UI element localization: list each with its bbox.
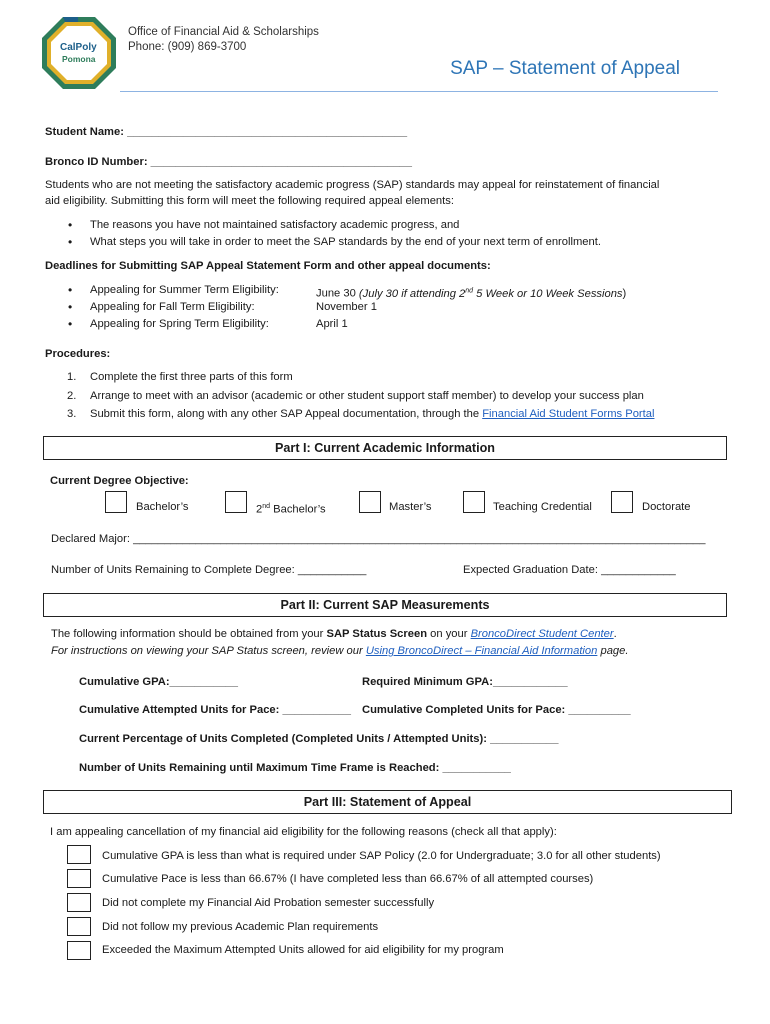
step-text: Complete the first three parts of this form [90,371,293,383]
deadline-date: June 30 [316,287,356,300]
units-until-max-field[interactable]: Number of Units Remaining until Maximum Time Frame is Reached: ___________ [79,762,511,774]
reason-academic-plan-label: Did not follow my previous Academic Plan requirements [102,921,379,933]
part-3-intro: I am appealing cancellation of my financial aid eligibility for the following reasons (check all that apply): [50,826,557,838]
deadlines-list [64,282,279,333]
list-item [64,368,654,387]
cumulative-gpa-field[interactable]: Cumulative GPA:___________ [79,676,238,688]
units-remaining-line: ___________ [297,564,367,576]
part-3-header: Part III: Statement of Appeal [43,790,732,814]
bronco-id-label: Bronco ID Number: [45,156,148,168]
deadline-note-close: ) [622,287,627,300]
list-item: • Appealing for Spring Term Eligibility: [64,316,279,333]
part-2-instructions-1 [51,626,617,642]
office-name: Office of Financial Aid & Scholarships [128,26,319,38]
deadline-note: (July 30 if attending 2 [358,287,466,300]
deadline-note-sup: nd [465,287,474,294]
logo-text-calpoly: CalPoly [60,42,97,53]
declared-major-line: ____________________________________________________________________________________________ [133,533,706,545]
instr-text: . [613,628,617,640]
step-text: Submit this form, along with any other SAP Appeal documentation, through the [90,408,483,420]
masters-checkbox[interactable] [359,491,381,513]
list-item [64,387,654,406]
degree-objective-label: Current Degree Objective: [50,475,189,487]
reason-gpa-label: Cumulative GPA is less than what is required under SAP Policy (2.0 for Undergraduate; 3.0 for all other students) [102,850,661,862]
step-text: Arrange to meet with an advisor (academic or other student support staff member) to develop your success plan [90,389,644,402]
logo-text-pomona: Pomona [62,54,96,64]
procedures-heading: Procedures: [45,348,111,360]
second-bachelors-checkbox[interactable] [225,491,247,513]
reason-gpa-checkbox[interactable] [67,845,91,864]
required-gpa-field[interactable]: Required Minimum GPA:____________ [362,676,568,688]
reason-max-units-label: Exceeded the Maximum Attempted Units allowed for aid eligibility for my program [102,944,504,956]
student-name-label: Student Name: [45,126,124,138]
cal-poly-pomona-logo [40,14,118,92]
office-phone: Phone: (909) 869-3700 [128,41,247,53]
sap-status-screen-text: SAP Status Screen [326,628,428,640]
teaching-credential-checkbox[interactable] [463,491,485,513]
intro-line-2: aid eligibility. Submitting this form will meet the following required appeal elements: [45,195,454,207]
bachelors-checkbox[interactable] [105,491,127,513]
doctorate-label: Doctorate [642,501,691,513]
part-1-header: Part I: Current Academic Information [43,436,727,460]
step-number: 1. [67,371,77,383]
deadline-note-end: 5 Week or 10 Week Sessions [473,287,623,300]
declared-major-field[interactable] [51,531,706,547]
title-divider [120,91,718,92]
doctorate-checkbox[interactable] [611,491,633,513]
bachelors-label: Bachelor’s [136,501,189,513]
intro-line-1: Students who are not meeting the satisfactory academic progress (SAP) standards may appeal for reinstatement of financial [45,179,660,191]
graduation-date-label: Expected Graduation Date: [463,564,602,576]
appeal-elements-list [64,217,601,251]
deadline-fall-date: November 1 [316,301,377,313]
second-bachelors-sup: nd [262,503,271,510]
attempted-units-field[interactable]: Cumulative Attempted Units for Pace: ___________ [79,704,351,716]
deadlines-heading: Deadlines for Submitting SAP Appeal Statement Form and other appeal documents: [45,260,491,272]
instr-text: The following information should be obtained from your [51,628,327,640]
second-bachelors-label [256,499,326,518]
logo-octagon-icon [40,14,118,92]
reason-max-units-checkbox[interactable] [67,941,91,960]
declared-major-label: Declared Major: [51,533,134,545]
graduation-date-line: ____________ [601,564,676,576]
page-title: SAP – Statement of Appeal [450,58,680,79]
units-remaining-field[interactable] [51,562,366,578]
reason-probation-label: Did not complete my Financial Aid Probation semester successfully [102,897,435,909]
financial-aid-info-link[interactable]: Using BroncoDirect – Financial Aid Information [365,645,598,657]
part-2-instructions-2 [51,643,628,659]
reason-pace-checkbox[interactable] [67,869,91,888]
reason-pace-label: Cumulative Pace is less than 66.67% (I have completed less than 66.67% of all attempted courses) [102,873,594,885]
graduation-date-field[interactable] [463,562,676,578]
procedures-list [64,368,654,424]
second-bachelors-text: Bachelor’s [270,503,326,516]
reason-probation-checkbox[interactable] [67,893,91,912]
percentage-completed-field[interactable]: Current Percentage of Units Completed (Completed Units / Attempted Units): ___________ [79,733,559,745]
masters-label: Master’s [389,501,432,513]
forms-portal-link[interactable]: Financial Aid Student Forms Portal [482,408,655,420]
bronco-id-field[interactable] [45,154,412,170]
student-name-line: _____________________________________________ [127,126,408,138]
instr-text: For instructions on viewing your SAP Status screen, review our [51,645,366,657]
list-item [64,405,654,424]
reason-academic-plan-checkbox[interactable] [67,917,91,936]
deadline-spring-date: April 1 [316,318,348,330]
student-name-field[interactable] [45,124,407,140]
step-number: 2. [67,389,77,402]
completed-units-field[interactable]: Cumulative Completed Units for Pace: __________ [362,704,631,716]
instr-text: page. [597,645,629,657]
list-item: • Appealing for Summer Term Eligibility: [64,282,279,299]
second-bachelors-num: 2 [256,503,263,516]
instr-text: on your [427,628,471,640]
part-2-header: Part II: Current SAP Measurements [43,593,727,617]
units-remaining-label: Number of Units Remaining to Complete Degree: [51,564,298,576]
list-item: • What steps you will take in order to meet the SAP standards by the end of your next term of enrollment. [64,234,601,251]
list-item: • Appealing for Fall Term Eligibility: [64,299,279,316]
teaching-credential-label: Teaching Credential [493,501,592,513]
broncodirect-link[interactable]: BroncoDirect Student Center [470,628,614,640]
step-number: 3. [67,408,77,420]
list-item: • The reasons you have not maintained satisfactory academic progress, and [64,217,601,234]
bronco-id-line: __________________________________________ [150,156,412,168]
